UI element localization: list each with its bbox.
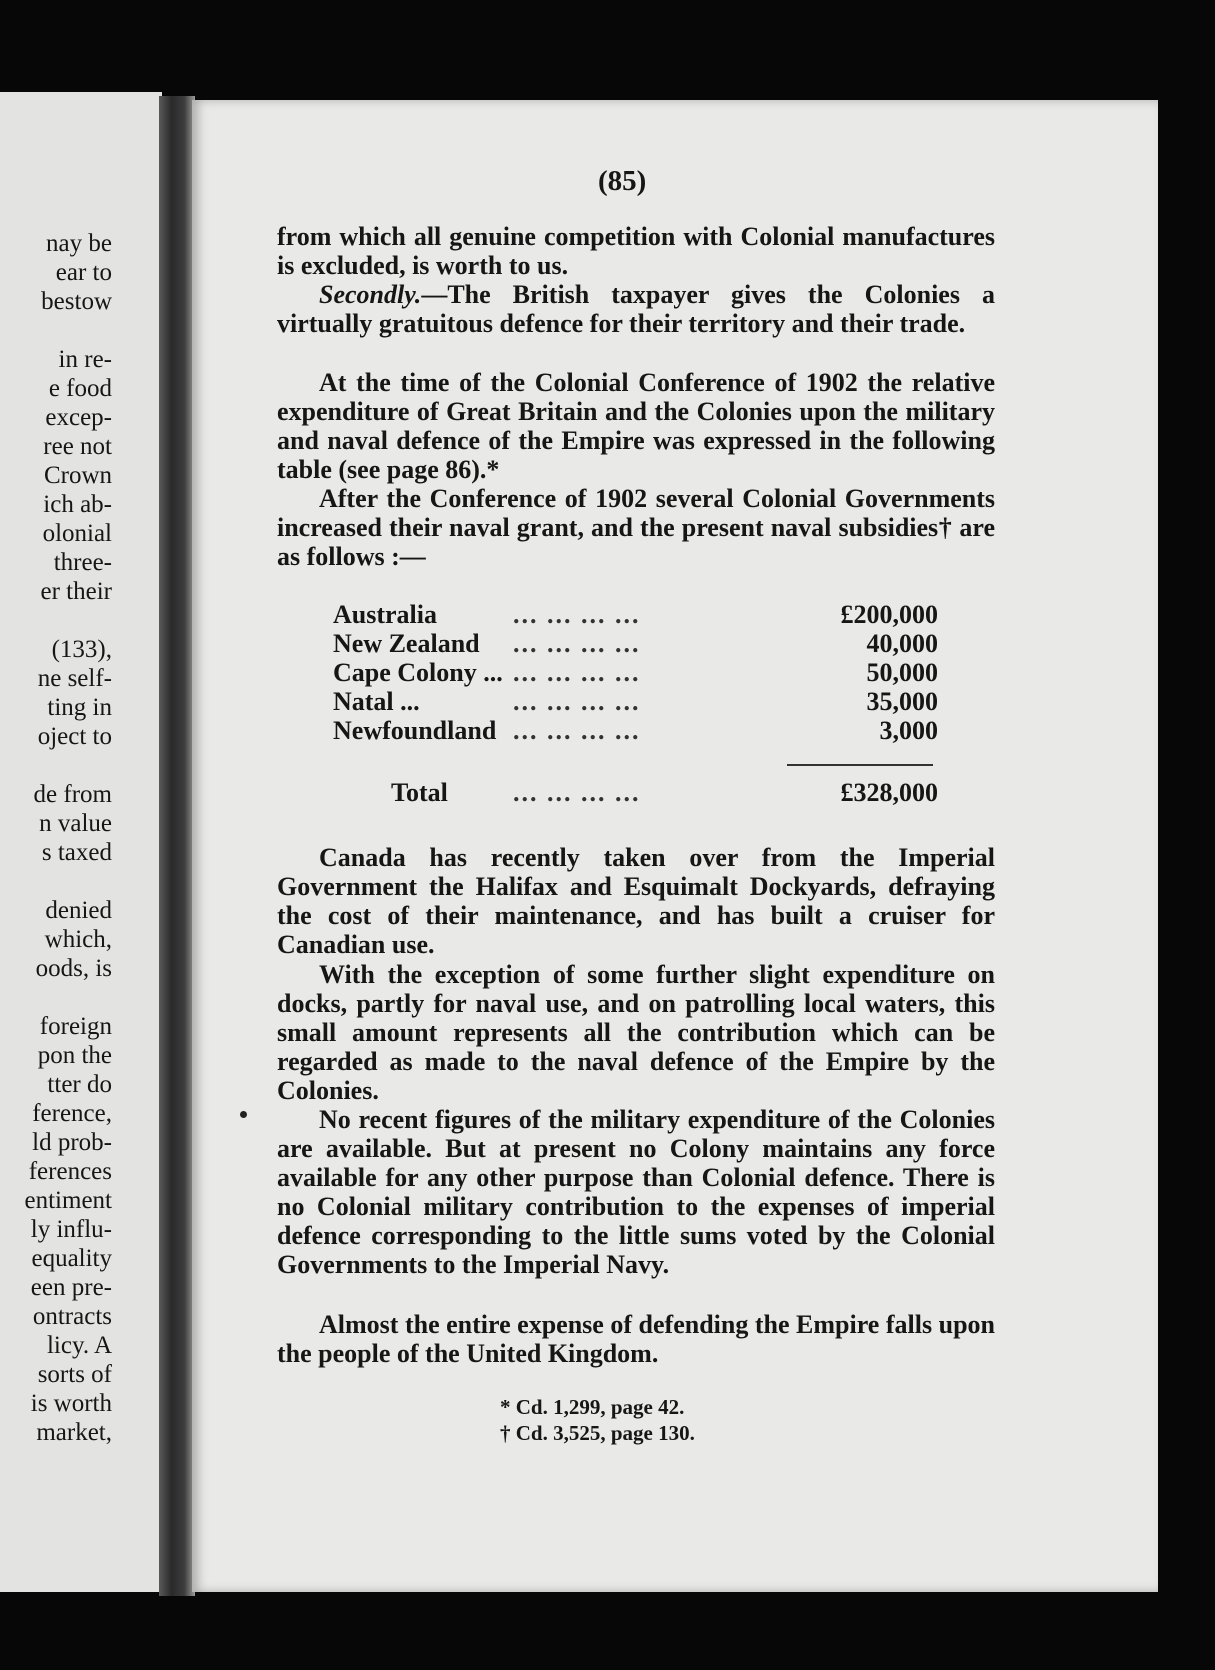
book-gutter xyxy=(159,96,195,1596)
left-page-line: n value xyxy=(39,810,112,837)
colony-name: New Zealand xyxy=(333,629,480,658)
left-page-line: tter do xyxy=(47,1071,112,1098)
left-page-line: three- xyxy=(53,549,112,576)
total-row xyxy=(333,778,938,807)
left-page-line: (133), xyxy=(51,636,112,663)
left-page-line: ference, xyxy=(32,1100,112,1127)
total-rule xyxy=(787,764,933,766)
subsidy-amount: 3,000 xyxy=(879,716,938,745)
subsidy-amount: 40,000 xyxy=(866,629,938,658)
left-page-line: Crown xyxy=(43,462,112,489)
colony-name: Australia xyxy=(333,600,437,629)
left-page-line: ear to xyxy=(55,259,112,286)
total-leader: ... ... ... ... xyxy=(513,778,641,807)
subsidy-row xyxy=(333,687,938,716)
dot-leader: ... ... ... ... xyxy=(513,600,641,629)
left-page-line: is worth xyxy=(30,1390,112,1417)
paragraph-3: At the time of the Colonial Conference of 1902 the relative expenditure of Great Britain and the Colonies upon the military and naval defence of the Empire was expressed in the following table (see page 86).* xyxy=(277,368,995,484)
left-page-line: oject to xyxy=(37,723,112,750)
colony-name: Cape Colony ... xyxy=(333,658,503,687)
left-page-line: e food xyxy=(48,375,112,402)
subsidy-row xyxy=(333,600,938,629)
subsidy-row xyxy=(333,716,938,745)
left-page-line: ly influ- xyxy=(30,1216,112,1243)
left-page-line: nay be xyxy=(46,230,112,257)
left-page-line: oods, is xyxy=(35,955,112,982)
left-page-line: which, xyxy=(44,926,112,953)
left-page-line: olonial xyxy=(42,520,112,547)
left-page-line: pon the xyxy=(37,1042,112,1069)
left-page-line: ree not xyxy=(43,433,112,460)
left-page-line: ferences xyxy=(28,1158,112,1185)
total-amount: £328,000 xyxy=(840,778,938,807)
left-page-line: s taxed xyxy=(41,839,112,866)
paragraph-2: Secondly.—The British taxpayer gives the Colonies a virtually gratuitous defence for their territory and their trade. xyxy=(277,280,995,338)
left-page-line: licy. A xyxy=(46,1332,112,1359)
subsidy-row xyxy=(333,658,938,687)
dot-leader: ... ... ... ... xyxy=(513,716,641,745)
left-page-line: excep- xyxy=(45,404,112,431)
left-facing-page xyxy=(0,92,162,1592)
dot-leader: ... ... ... ... xyxy=(513,629,641,658)
colony-name: Natal ... xyxy=(333,687,420,716)
total-label: Total xyxy=(391,778,448,807)
dot-leader: ... ... ... ... xyxy=(513,687,641,716)
left-page-line: equality xyxy=(31,1245,112,1272)
dot-leader: ... ... ... ... xyxy=(513,658,641,687)
footnote-1: * Cd. 1,299, page 42. xyxy=(500,1395,685,1419)
left-page-line: foreign xyxy=(39,1013,112,1040)
margin-mark xyxy=(240,1111,247,1118)
paragraph-1: from which all genuine competition with Colonial manufactures is excluded, is worth to us. xyxy=(277,222,995,280)
left-page-line: bestow xyxy=(41,288,112,315)
left-page-line: de from xyxy=(33,781,112,808)
subsidy-amount: £200,000 xyxy=(840,600,938,629)
left-page-line: ich ab- xyxy=(43,491,112,518)
paragraph-4: After the Conference of 1902 several Colonial Governments increased their naval grant, and the present naval subsidies† are as follows :— xyxy=(277,484,995,571)
left-page-line: market, xyxy=(36,1419,112,1446)
left-page-line: ne self- xyxy=(37,665,112,692)
left-page-line: entiment xyxy=(24,1187,112,1214)
left-page-line: ontracts xyxy=(32,1303,112,1330)
subsidy-row xyxy=(333,629,938,658)
left-page-line: in re- xyxy=(58,346,112,373)
paragraph-6: With the exception of some further slight expenditure on docks, partly for naval use, and on patrolling local waters, this small amount represents all the contribution which can be regarded as made to the naval defence of the Empire by the Colonies. xyxy=(277,960,995,1105)
left-page-line: ld prob- xyxy=(32,1129,112,1156)
subsidy-amount: 35,000 xyxy=(866,687,938,716)
paragraph-2-lead: Secondly. xyxy=(319,280,422,309)
left-page-line: sorts of xyxy=(37,1361,112,1388)
paragraph-5: Canada has recently taken over from the Imperial Government the Halifax and Esquimalt Dockyards, defraying the cost of their maintenance, and has built a cruiser for Canadian use. xyxy=(277,843,995,959)
left-page-line: een pre- xyxy=(30,1274,112,1301)
colony-name: Newfoundland xyxy=(333,716,497,745)
left-page-line: er their xyxy=(40,578,112,605)
paragraph-8: Almost the entire expense of defending the Empire falls upon the people of the United Kingdom. xyxy=(277,1310,995,1368)
page-number: (85) xyxy=(598,165,647,197)
paragraph-7: No recent figures of the military expenditure of the Colonies are available. But at present no Colony maintains any force available for any other purpose than Colonial defence. There is no Colonial military contribution to the expenses of imperial defence corresponding to the little sums voted by the Colonial Governments to the Imperial Navy. xyxy=(277,1105,995,1279)
left-page-line: ting in xyxy=(47,694,112,721)
left-page-line: denied xyxy=(45,897,112,924)
footnote-2: † Cd. 3,525, page 130. xyxy=(500,1421,695,1445)
subsidy-amount: 50,000 xyxy=(866,658,938,687)
